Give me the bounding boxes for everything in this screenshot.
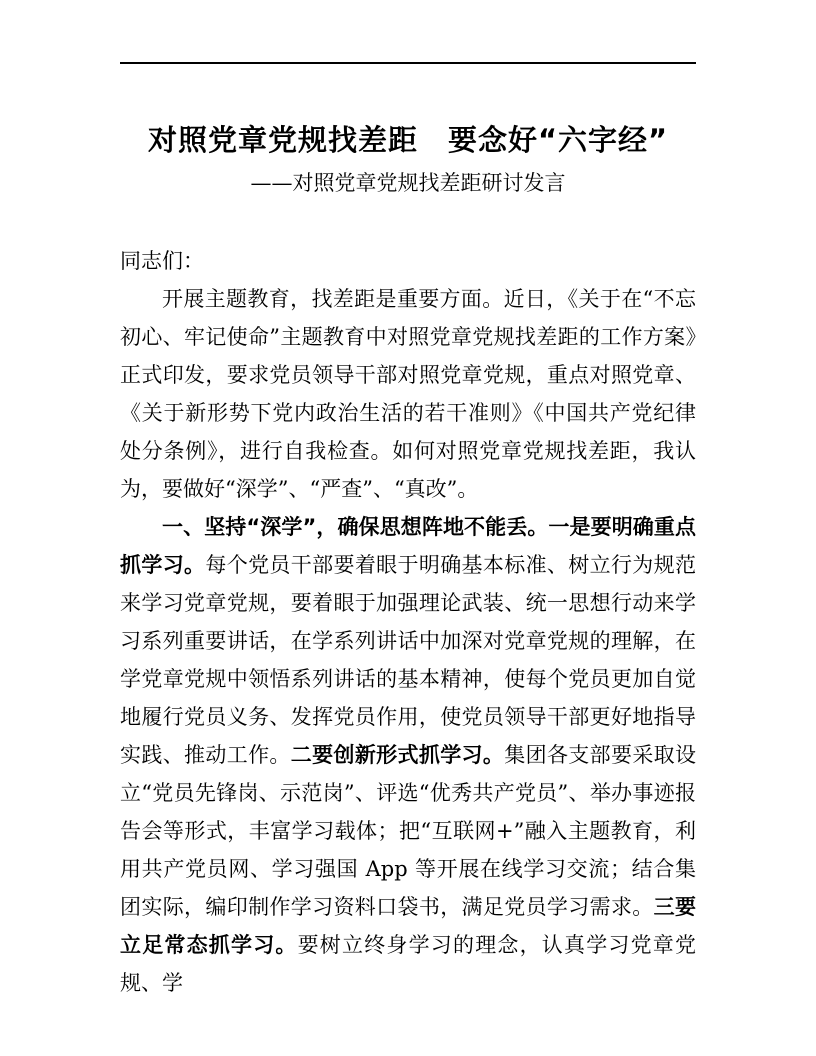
document-title: 对照党章党规找差距 要念好“六字经” — [147, 123, 669, 157]
point-one-label: 一是要明确重点抓学习。 — [120, 514, 696, 577]
document-body — [120, 242, 696, 1002]
document-content — [120, 116, 696, 1002]
document-subtitle: ——对照党章党规找差距研讨发言 — [250, 171, 566, 195]
point-three-text: 要树立终身学习的理念，认真学习党章党规、学 — [120, 933, 697, 995]
section-one-heading: 一、坚持“深学”，确保思想阵地不能丢。 — [162, 515, 549, 539]
header-rule — [120, 0, 696, 64]
paragraph-intro: 开展主题教育，找差距是重要方面。近日，《关于在“不忘初心、牢记使命”主题教育中对照党章党规找差距的工作方案》正式印发，要求党员领导干部对照党章党规，重点对照党章、《关于新形势下党内政治生活的若干准则》《中国共产党纪律处分条例》，进行自我检查。如何对照党章党规找差距，我认为，要做好“深学”、“严查”、“真改”。 — [120, 287, 696, 501]
point-two-text: 集团各支部要采取设立“党员先锋岗、示范岗”、评选“优秀共产党员”、举办事迹报告会等形式，丰富学习载体；把“互联网+”融入主题教育，利用共产党员网、学习强国 App 等开展在线学习交流；结合集团实际，编印制作学习资料口袋书，满足党员学习需求。 — [120, 743, 697, 919]
point-one-text: 每个党员干部要着眼于明确基本标准、树立行为规范来学习党章党规，要着眼于加强理论武装、统一思想行动来学习系列重要讲话，在学系列讲话中加深对党章党规的理解，在学党章党规中领悟系列讲话的基本精神，使每个党员更加自觉地履行党员义务、发挥党员作用，使党员领导干部更好地指导实践、推动工作。 — [120, 553, 697, 767]
salutation-line: 同志们： — [120, 249, 204, 273]
paragraph-section-one — [120, 508, 696, 1002]
point-three-label: 三要立足常态抓学习。 — [120, 894, 697, 957]
point-two-label: 二要创新形式抓学习。 — [290, 742, 505, 767]
